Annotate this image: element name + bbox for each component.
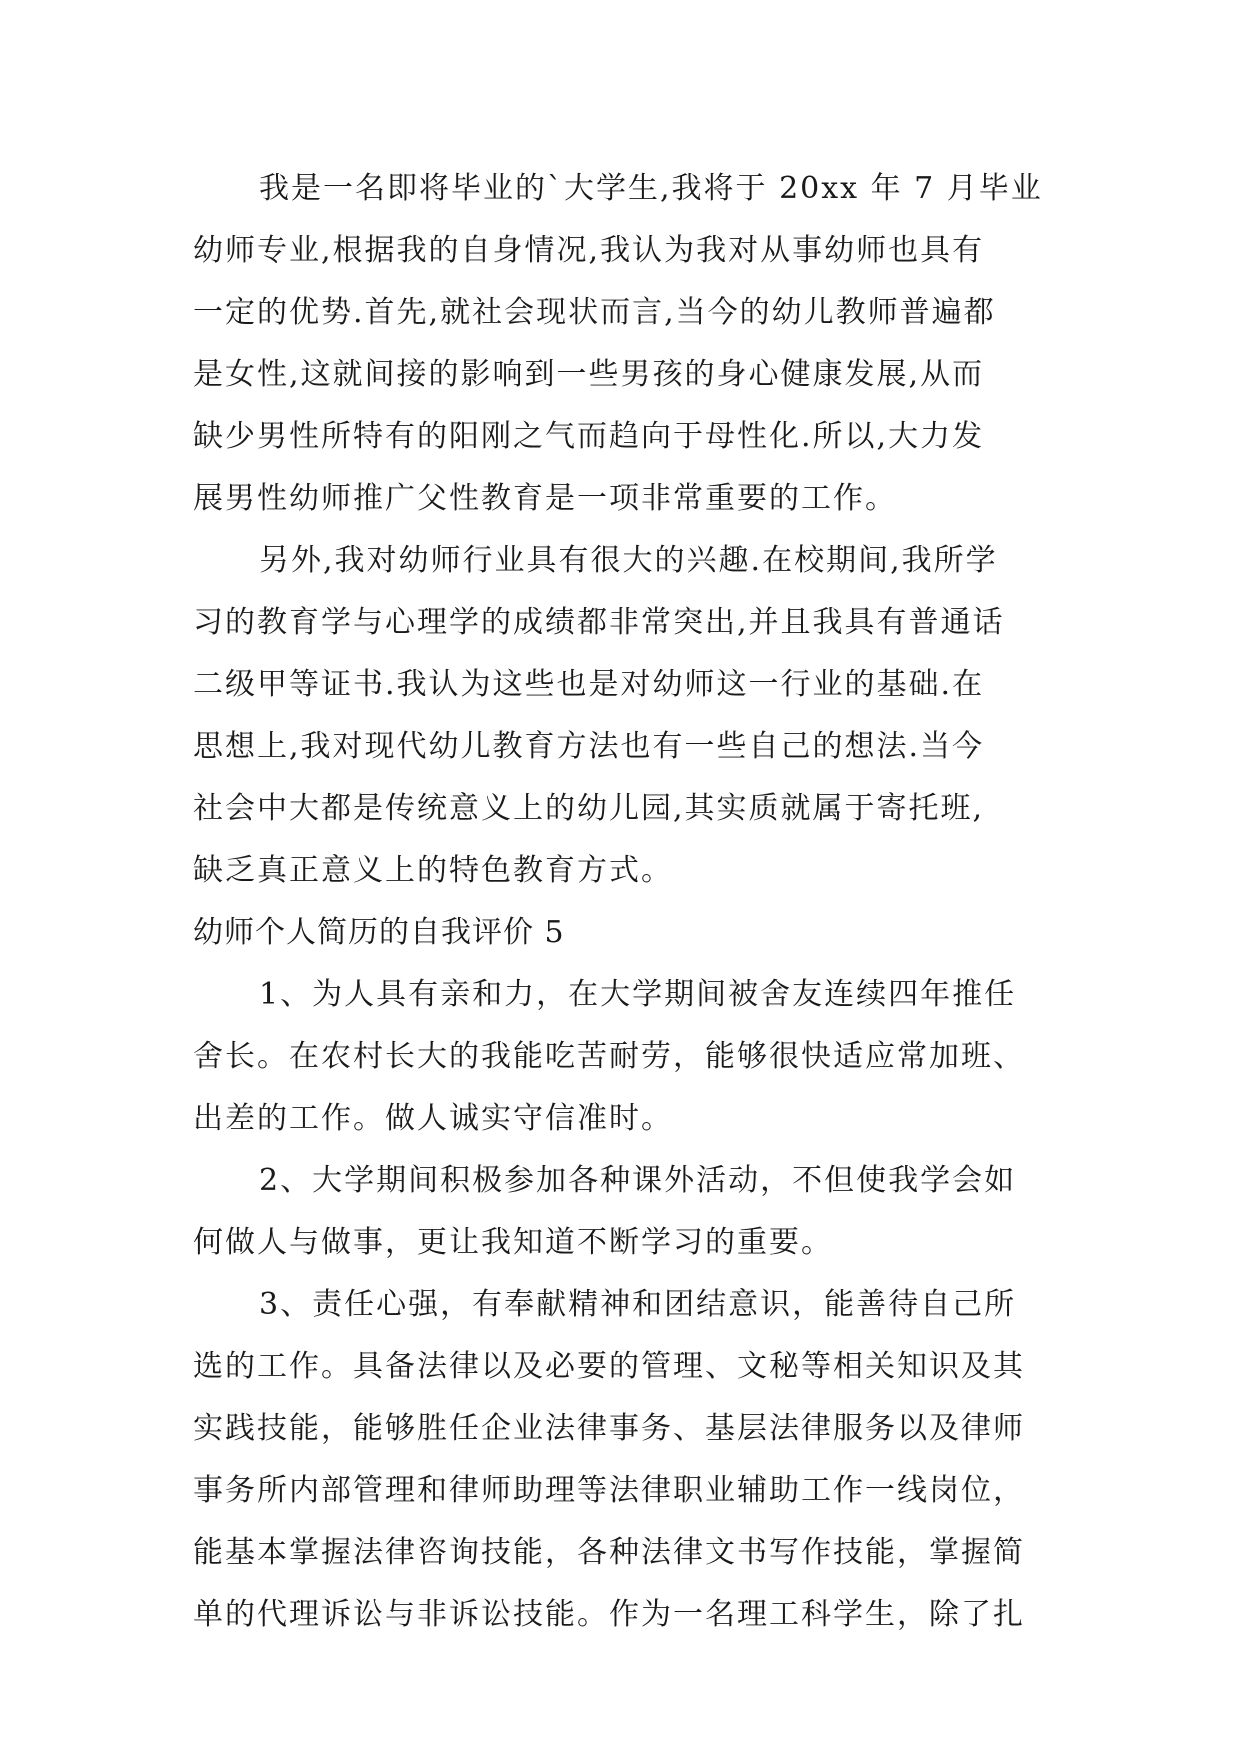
text-line: 我是一名即将毕业的`大学生,我将于 20xx 年 7 月毕业 [259,171,1043,206]
text-line: 3、责任心强，有奉献精神和团结意识，能善待自己所 [259,1287,1017,1322]
text-line: 舍长。在农村长大的我能吃苦耐劳，能够很快适应常加班、 [193,1039,1025,1074]
text-line: 幼师专业,根据我的自身情况,我认为我对从事幼师也具有 [193,233,985,268]
list-item-2 [193,1150,1053,1274]
document-page [193,158,1053,1646]
list-item-1 [193,964,1053,1150]
text-line: 1、为人具有亲和力，在大学期间被舍友连续四年推任 [259,977,1017,1012]
text-line: 社会中大都是传统意义上的幼儿园,其实质就属于寄托班, [193,791,985,826]
text-line: 缺少男性所特有的阳刚之气而趋向于母性化.所以,大力发 [193,419,985,454]
text-line: 出差的工作。做人诚实守信准时。 [193,1101,673,1136]
text-line: 一定的优势.首先,就社会现状而言,当今的幼儿教师普遍都 [193,295,996,330]
text-line: 是女性,这就间接的影响到一些男孩的身心健康发展,从而 [193,357,985,392]
text-line: 思想上,我对现代幼儿教育方法也有一些自己的想法.当今 [193,729,985,764]
text-line: 何做人与做事，更让我知道不断学习的重要。 [193,1225,833,1260]
text-line: 能基本掌握法律咨询技能，各种法律文书写作技能，掌握简 [193,1535,1025,1570]
text-line: 单的代理诉讼与非诉讼技能。作为一名理工科学生，除了扎 [193,1597,1025,1632]
text-line: 实践技能，能够胜任企业法律事务、基层法律服务以及律师 [193,1411,1025,1446]
paragraph-1 [193,158,1053,530]
text-line: 另外,我对幼师行业具有很大的兴趣.在校期间,我所学 [259,543,998,578]
text-line: 事务所内部管理和律师助理等法律职业辅助工作一线岗位， [193,1473,1025,1508]
text-line: 二级甲等证书.我认为这些也是对幼师这一行业的基础.在 [193,667,985,702]
text-line: 展男性幼师推广父性教育是一项非常重要的工作。 [193,481,897,516]
text-line: 缺乏真正意义上的特色教育方式。 [193,853,673,888]
text-line: 选的工作。具备法律以及必要的管理、文秘等相关知识及其 [193,1349,1025,1384]
section-heading: 幼师个人简历的自我评价 5 [193,915,565,950]
text-line: 2、大学期间积极参加各种课外活动，不但使我学会如 [259,1163,1017,1198]
paragraph-2 [193,530,1053,902]
text-line: 习的教育学与心理学的成绩都非常突出,并且我具有普通话 [193,605,1005,640]
list-item-3 [193,1274,1053,1646]
